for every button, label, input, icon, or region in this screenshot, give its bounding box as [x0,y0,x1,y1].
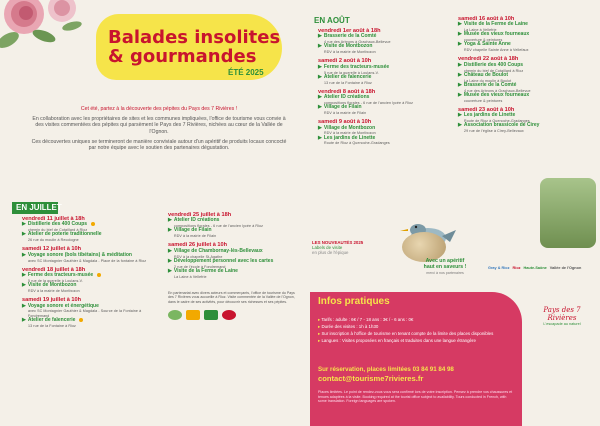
event-address: couverture & peintures [464,38,503,43]
event: ▶ Les jardins de Linette [318,134,376,141]
day-date: vendredi 1er août à 18h [318,28,381,34]
event-address: 5 rue de la querelle à Loulans-V. [28,279,83,284]
aout-heading: EN AOÛT [314,16,350,25]
info-langues: ▸ Langues : Visites proposées en français et traduites dans une langue étrangère [318,338,476,343]
partner-logo: Gray & Rioz [488,266,510,270]
infos-note: Places limitées. Le point de rendez-vous vous sera confirmé lors de votre inscription. Pensez à prendre vos chaussures et tenues adaptées à la visite. Booking required at the tourist office subject to availability. Tours conducted in French, with some translation. Foreign languages are spoken. [318,390,513,404]
event-address: RDV à la mairie de Filain [174,234,217,239]
day-date: vendredi 18 juillet à 18h [22,266,86,273]
event-address: 4 rue des Arbrons à Grachaux-Bellevue [464,88,531,93]
event: ▶ Brasserie de la Comté [458,81,517,88]
event: ▶ Développement personnel avec les cartes [168,257,274,264]
event: ▶ Visite de Montbozon [318,43,373,50]
aperitif-line-3: merci à nos partenaires [426,271,464,275]
event-address: RDV à la mairie de Filain [324,111,367,116]
event: ▶ Village de Filain [318,104,362,111]
aout-col-2 [458,16,596,135]
juillet-heading: EN JUILLET [16,203,62,212]
day-date: samedi 26 juillet à 10h [168,242,228,249]
infos-list [318,316,516,344]
event-address: RDV à la mairie de Montbozon [324,50,376,55]
day-date: vendredi 22 août à 18h [458,56,519,63]
event: ▶ Distillerie des 400 Coups [22,222,162,228]
novelties-tasting: Labels de visite [312,245,343,251]
event-address: compositions florales - 6 rue de l'ancien lycée à Rioz [174,224,263,229]
aperitif-caption [406,258,484,276]
intro [28,106,290,151]
event-address: 4 rue des Arbrons à Grachaux-Bellevue [324,40,391,45]
event-address: La Laine à Vellefrie [174,274,207,279]
event-address: La Laine à Vellefrie [464,28,497,33]
event-address: 5 rue de la querelle à Loulans-V. [324,70,379,75]
event-address: avec SC Montagnier Gauthier & Magdala - Place de la fontaine à Rioz [28,258,147,263]
partner-logo [186,310,200,320]
partner-logos-small [168,310,298,320]
partner-logo: Rioz [512,266,521,270]
event: ▶ Les jardins de Linette [458,112,516,119]
event: ▶ Atelier ID créations [168,217,220,224]
novelties-tag [312,240,363,256]
event-address: chemin du bief de Cotaillard à Rioz [464,68,524,73]
infos-panel [310,292,522,426]
aperitif-line-2: haut en saveurs ! [423,264,467,270]
event: ▶ Atelier ID créations [318,94,370,101]
event: ▶ Brasserie de la Comté [318,33,377,40]
intro-headline: Cet été, partez à la découverte des pépites du Pays des 7 Rivières ! [80,106,238,112]
aperitif-line-1: Avec un apéritif [425,258,465,264]
event: ▶ Voyage sonore et énergétique [22,302,99,309]
day-block [22,297,162,328]
event: ▶ Voyage sonore (bols tibétains) & méditation [22,251,132,258]
day-block [168,242,298,278]
day-block [318,119,448,145]
novelties-label: LES NOUVEAUTÉS 2025 [312,240,364,245]
event: ▶ Musée des vieux fourneaux [458,91,530,98]
infos-heading: Infos pratiques [318,296,390,307]
footnote: En partenariat avec divers acteurs et commerçants, l'office de tourisme du Pays des 7 Rivières vous accueille à Rioz. Visite commentée de la Vallée de l'Ognon, dans le cadre de ses activités, pour découvrir ses richesses et ses pépites. [168,290,295,304]
event-address: 26 rue du moulin à Recologne [28,238,79,243]
day-block [318,89,448,115]
day-block [318,28,448,54]
day-date: samedi 19 juillet à 10h [22,297,82,304]
event: ▶ Distillerie des 400 Coups [458,61,524,68]
event: ▶ Visite de Montbozon [22,282,77,289]
event: ▶ Visite de la Ferme de Laine [168,267,238,274]
event-address: 2 rue de l'école à Fondremand [174,264,226,269]
day-date: samedi 23 août à 10h [458,106,515,113]
brand-tagline: L'escapade au naturel [543,322,581,326]
season-label: ÉTÉ 2025 [228,68,264,77]
novelties-sub: en plus de l'épique [312,250,349,256]
event-address: 13 rue de la Fontaine à Rioz [324,80,372,85]
event: ▶ Musée des vieux fourneaux [458,31,530,38]
event: ▶ Yoga & Sainte Anne [458,41,511,48]
event: ▶ Château de Boulot [458,71,509,78]
contact-email[interactable]: contact@tourisme7rivieres.fr [318,374,424,383]
info-tarifs: ▸ Tarifs : adulte : 6€ / 7 - 18 ans : 3€ / - 6 ans : 0€ [318,317,414,322]
intro-paragraph-2: Ces découvertes uniques se termineront de manière conviviale autour d'un apéritif de produits locaux concocté par notre équipe avec le soutien des partenaires dégustation. [31,138,287,152]
day-date: vendredi 11 juillet à 18h [22,216,85,222]
event: ▶ Village de Montbozon [318,124,376,131]
aout-col-1 [318,28,448,148]
day-block [458,56,596,102]
day-block [318,58,448,84]
brand-name: Pays des 7 Rivières [543,306,581,322]
day-block [168,212,298,238]
event-address: RDV à la mairie de Montbozon [324,131,376,136]
event-address: avec SC Montagnier Gauthier & Magdala - Source de la Fontaine à Fondremand [28,309,142,318]
event: ▶ Ferme des tracteurs-musée [318,63,390,70]
rose-illustration [0,0,86,64]
page-title [108,28,298,66]
landscape-photo [540,178,596,248]
juillet-col-1 [22,216,162,330]
event-address: RDV à la chapelle St-Agathe [174,254,223,259]
event: ▶ Association brassicole de Cirey [458,122,540,129]
day-block [458,107,596,133]
day-date: vendredi 8 août à 18h [318,88,376,95]
event: ▶ Atelier de faïencerie [318,73,372,80]
partner-logo [168,310,182,320]
day-date: samedi 9 août à 10h [318,119,372,126]
day-date: samedi 2 août à 10h [318,58,372,65]
event-address: Route de Rioz à Quenoche-Gradanges [324,141,390,146]
title-line-2: & gourmandes [108,46,257,67]
event-address: RDV chapelle Sainte Anne à Vellefaux [464,48,529,53]
partner-logo [204,310,218,320]
intro-paragraph-1: En collaboration avec les propriétaires de sites et les communes impliquées, l'office de tourisme vous convie à des visites commentées des pépites qui parsèment le Pays des 7 Rivières, nichées au cœur de la Vallée de l'Ognon. [32,116,286,135]
partner-logo: Vallée de l'Ognon [549,266,582,270]
day-date: samedi 16 août à 10h [458,16,515,22]
event-address: couverture & peintures [464,98,503,103]
event-address: Route de Rioz à Quenoche-Gradanges [464,119,530,124]
day-block [22,246,162,262]
juillet-col-2 [168,212,298,320]
day-date: samedi 12 juillet à 10h [22,246,82,253]
event-address: 13 rue de la Fontaine à Rioz [28,323,76,328]
day-block [458,16,596,52]
info-duree: ▸ Durée des visites : 1h à 1h30 [318,324,379,329]
partner-logos [488,248,598,288]
partner-logo [222,310,236,320]
event-address: compositions florales - 6 rue de l'ancien lycée à Rioz [324,101,413,106]
reservation: Sur réservation, places limitées 03 84 91 84 98 [318,366,454,373]
day-date: vendredi 25 juillet à 18h [168,212,232,218]
info-inscription: ▸ Sur inscription à l'office de tourisme en tenant compte de la limite des places disponibles [318,331,494,336]
event: ▶ Ferme des tracteurs-musée [22,273,162,279]
event-address: La Laine du moulin à Boulot [464,78,512,83]
partner-logo: Haute-Saône [523,266,547,270]
title-line-1: Balades insolites [108,27,281,48]
event: ▶ Village de Filain [168,227,212,234]
brand-logo [530,306,594,326]
event: ▶ Atelier de faïencerie [22,318,162,324]
event: ▶ Visite de la Ferme de Laine [458,21,528,28]
event-address: 29 rue de l'église à Cirey-Bellevaux [464,129,524,134]
event: ▶ Village de Chambornay-lès-Bellevaux [168,247,263,254]
event: ▶ Atelier de poterie traditionnelle [22,231,102,238]
day-block [22,216,162,242]
event-address: RDV à la mairie de Montbozon [28,289,80,294]
day-block [22,267,162,293]
event-address: chemin du bief de Cotaillard à Rioz [28,228,88,233]
